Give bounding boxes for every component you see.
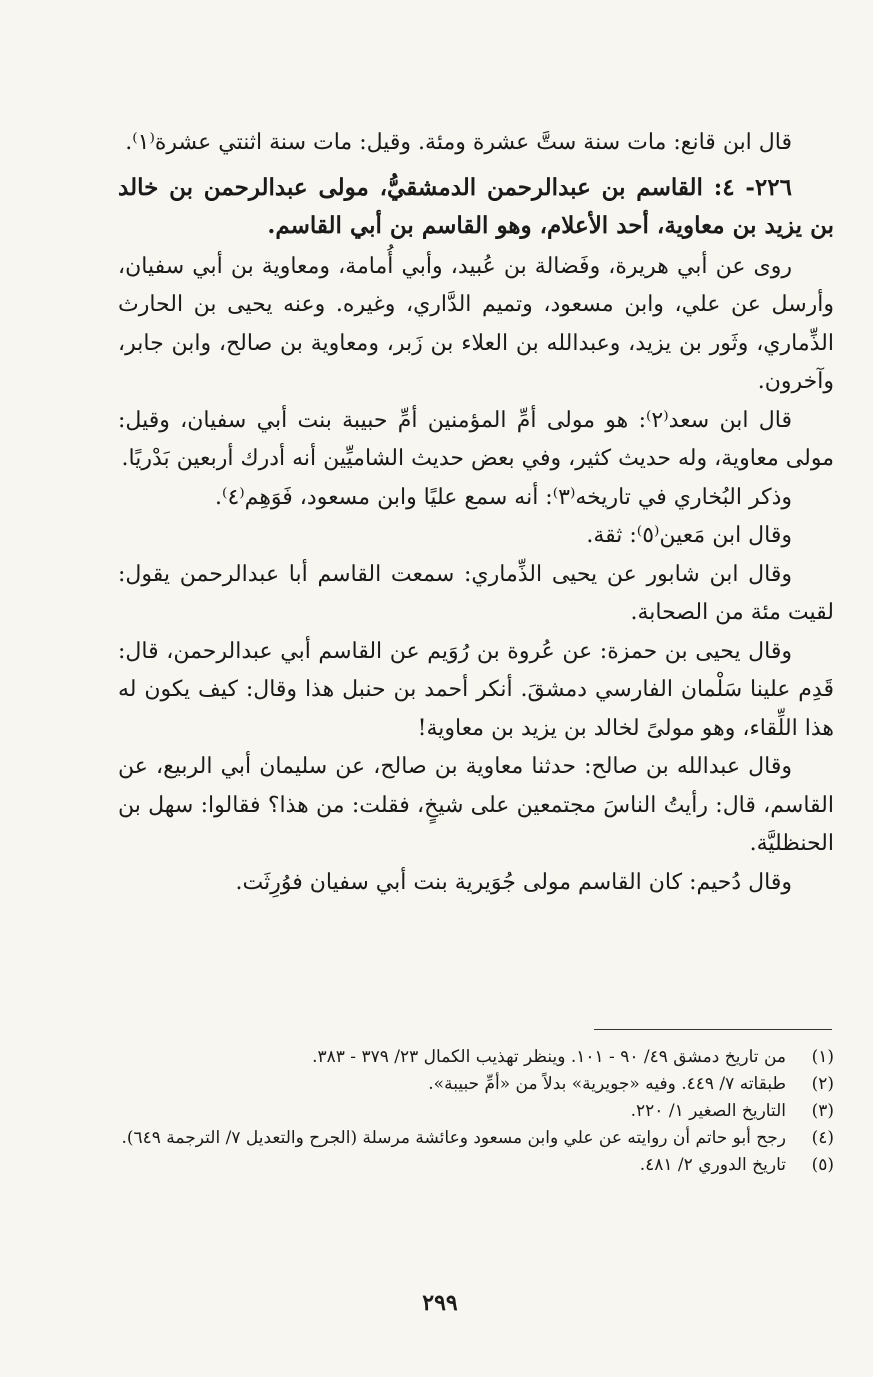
page-number: ٢٩٩ bbox=[422, 1290, 458, 1316]
paragraph-death-date: قال ابن قانع: مات سنة ستَّ عشرة ومئة. وقيل: مات سنة اثنتي عشرة⁽١⁾. bbox=[125, 130, 792, 155]
footnote-number: (٥) bbox=[811, 1155, 834, 1175]
footnote-text: من تاريخ دمشق ٤٩/ ٩٠ - ١٠١. وينظر تهذيب الكمال ٢٣/ ٣٧٩ - ٣٨٣. bbox=[312, 1047, 786, 1067]
footnote-number: (٣) bbox=[811, 1101, 834, 1121]
footnote-text: طبقاته ٧/ ٤٤٩. وفيه «جويرية» بدلاً من «أمِّ حبيبة». bbox=[428, 1074, 786, 1094]
paragraph-ibn-main: وقال ابن مَعين⁽٥⁾: ثقة. bbox=[586, 523, 792, 548]
paragraph-ibn-shabur: وقال ابن شابور عن يحيى الذِّماري: سمعت القاسم أبا عبدالرحمن يقول: لقيت مئة من الصحابة. bbox=[118, 561, 834, 625]
biography-heading: ٢٢٦- ٤: القاسم بن عبدالرحمن الدمشقيُّ، مولى عبدالرحمن بن خالد بن يزيد بن معاوية، أحد الأعلام، وهو القاسم بن أبي القاسم. bbox=[118, 173, 834, 239]
footnote-text: التاريخ الصغير ١/ ٢٢٠. bbox=[630, 1101, 786, 1121]
paragraph-bukhari: وذكر البُخاري في تاريخه⁽٣⁾: أنه سمع عليًا وابن مسعود، فَوَهِم⁽٤⁾. bbox=[215, 484, 792, 510]
main-text bbox=[118, 124, 834, 902]
footnotes bbox=[118, 1044, 834, 1179]
footnote-item bbox=[118, 1071, 834, 1098]
footnote-text: رجح أبو حاتم أن روايته عن علي وابن مسعود وعائشة مرسلة (الجرح والتعديل ٧/ الترجمة ٦٤٩). bbox=[121, 1128, 786, 1148]
footnote-item bbox=[118, 1125, 834, 1152]
footnote-separator bbox=[594, 1029, 832, 1030]
footnote-number: (٢) bbox=[811, 1074, 834, 1094]
footnote-item bbox=[118, 1044, 834, 1071]
footnote-number: (٤) bbox=[811, 1128, 834, 1148]
paragraph-ibn-saad: قال ابن سعد⁽٢⁾: هو مولى أمِّ المؤمنين أمِّ حبيبة بنت أبي سفيان، وقيل: مولى معاوية، وله حديث كثير، وفي بعض حديث الشاميِّين أنه أدرك أربعين بَدْريًا. bbox=[118, 407, 834, 471]
footnote-text: تاريخ الدوري ٢/ ٤٨١. bbox=[639, 1155, 786, 1175]
paragraph-abdullah-salih: وقال عبدالله بن صالح: حدثنا معاوية بن صالح، عن سليمان أبي الربيع، عن القاسم، قال: رأيتُ الناسَ مجتمعين على شيخٍ، فقلت: من هذا؟ فقالوا: سهل بن الحنظليَّة. bbox=[118, 754, 834, 856]
footnote-item bbox=[118, 1152, 834, 1179]
paragraph-yahya-hamza: وقال يحيى بن حمزة: عن عُروة بن رُوَيم عن القاسم أبي عبدالرحمن، قال: قَدِم علينا سَلْمان الفارسي دمشقَ. أنكر أحمد بن حنبل هذا وقال: كيف يكون له هذا اللِّقاء، وهو مولىً لخالد بن يزيد بن معاوية! bbox=[118, 638, 834, 741]
footnote-number: (١) bbox=[811, 1047, 834, 1067]
paragraph-narrators: روى عن أبي هريرة، وفَضالة بن عُبيد، وأبي أُمامة، ومعاوية بن أبي سفيان، وأرسل عن علي، وابن مسعود، وتميم الدَّاري، وغيره. وعنه يحيى بن الحارث الذِّماري، وثَور بن يزيد، وعبدالله بن العلاء بن زَبر، ومعاوية بن صالح، وابن جابر، وآخرون. bbox=[118, 253, 834, 394]
paragraph-duhaym: وقال دُحيم: كان القاسم مولى جُوَيرية بنت أبي سفيان فوُرِثَت. bbox=[235, 869, 792, 895]
footnote-item bbox=[118, 1098, 834, 1125]
